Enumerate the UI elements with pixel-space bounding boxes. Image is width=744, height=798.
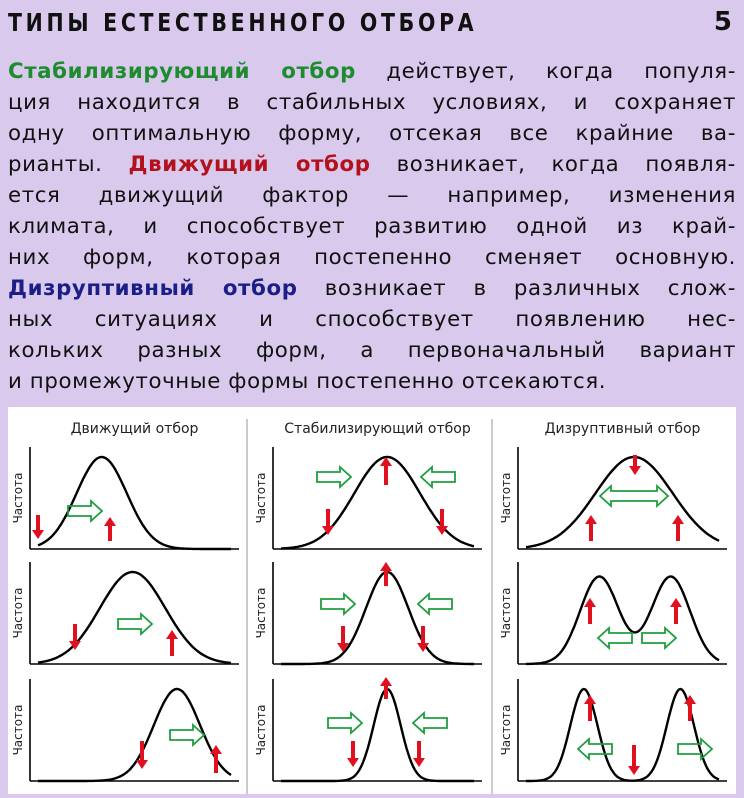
frequency-curve (38, 689, 231, 781)
frequency-curve (281, 689, 474, 781)
selection-arrow-head (584, 598, 596, 607)
paragraph-text: ция находится в стабильных условиях, и сохраняет (8, 90, 736, 115)
page-title: ТИПЫ ЕСТЕСТВЕННОГО ОТБОРА (8, 8, 478, 37)
frequency-curve (38, 572, 231, 663)
frequency-curve (281, 572, 474, 664)
selection-arrow-head (585, 515, 597, 524)
shift-arrow (678, 739, 712, 759)
selection-diagram (8, 407, 736, 794)
paragraph-text: климата, и способствует развитию одной из край- (8, 214, 736, 239)
selection-arrow-head (584, 695, 596, 704)
shift-arrow (170, 725, 204, 745)
paragraph-line (8, 273, 736, 304)
shift-arrow (413, 713, 447, 733)
page-number: 5 (713, 7, 732, 37)
selection-arrow-head (166, 630, 178, 639)
paragraph-text: возникает в различных слож- (297, 276, 736, 301)
y-axis-label: Частота (499, 587, 513, 639)
body-paragraph (8, 56, 736, 397)
paragraph-text: и промежуточные формы постепенно отсекаются. (8, 369, 607, 394)
column-title: Дизруптивный отбор (544, 421, 701, 437)
frequency-curve (526, 457, 719, 547)
paragraph-line (8, 56, 736, 87)
column-title: Движущий отбор (70, 421, 199, 437)
y-axis-label: Частота (254, 587, 268, 639)
shift-arrow (68, 501, 102, 521)
paragraph-text: ется движущий фактор — например, изменения (8, 183, 736, 208)
y-axis-label: Частота (254, 704, 268, 756)
selection-arrow-head (413, 758, 425, 767)
paragraph-line (8, 180, 736, 211)
shift-arrow (418, 594, 452, 614)
shift-arrow (118, 614, 152, 634)
shift-arrow (321, 594, 355, 614)
selection-arrow-head (32, 530, 44, 539)
paragraph-line (8, 304, 736, 335)
paragraph-text: возникает, когда появля- (370, 152, 736, 177)
paragraph-line (8, 87, 736, 118)
shift-arrow (598, 628, 632, 648)
paragraph-text: кольких разных форм, а первоначальный вариант (8, 338, 736, 363)
shift-arrow-double (600, 486, 668, 506)
y-axis-label: Частота (11, 472, 25, 524)
selection-arrow-head (380, 562, 392, 571)
paragraph-text: действует, когда популя- (355, 59, 736, 84)
selection-arrow-head (104, 517, 116, 526)
paragraph-text: ных ситуациях и способствует появлению нес- (8, 307, 736, 332)
selection-arrow-head (136, 760, 148, 769)
paragraph-line (8, 149, 736, 180)
selection-arrow-head (672, 515, 684, 524)
selection-types-figure (8, 407, 736, 794)
y-axis-label: Частота (499, 472, 513, 524)
paragraph-text: одну оптимальную форму, отсекая все крайние ва- (8, 121, 736, 146)
term-directional: Движущий отбор (128, 152, 371, 177)
frequency-curve (38, 457, 231, 549)
term-disruptive: Дизруптивный отбор (8, 276, 298, 301)
shift-arrow (421, 467, 455, 487)
paragraph-line (8, 118, 736, 149)
page-header (0, 0, 744, 48)
term-stabilizing: Стабилизирующий отбор (8, 59, 356, 84)
selection-arrow-head (628, 766, 640, 775)
paragraph-line (8, 242, 736, 273)
y-axis-label: Частота (11, 704, 25, 756)
y-axis-label: Частота (254, 472, 268, 524)
paragraph-text: них форм, которая постепенно сменяет основную. (8, 245, 736, 270)
shift-arrow (642, 628, 676, 648)
y-axis-label: Частота (499, 704, 513, 756)
selection-arrow-head (347, 758, 359, 767)
selection-arrow-head (629, 466, 641, 475)
shift-arrow (328, 713, 362, 733)
y-axis-label: Частота (11, 587, 25, 639)
frequency-curve (281, 457, 474, 549)
selection-arrow-head (380, 677, 392, 686)
frequency-curve (526, 577, 719, 664)
selection-arrow-head (670, 598, 682, 607)
shift-arrow (317, 467, 351, 487)
paragraph-text: рианты. (8, 152, 129, 177)
paragraph-line (8, 335, 736, 366)
paragraph-line (8, 211, 736, 242)
paragraph-line (8, 366, 736, 397)
column-title: Стабилизирующий отбор (284, 421, 471, 437)
